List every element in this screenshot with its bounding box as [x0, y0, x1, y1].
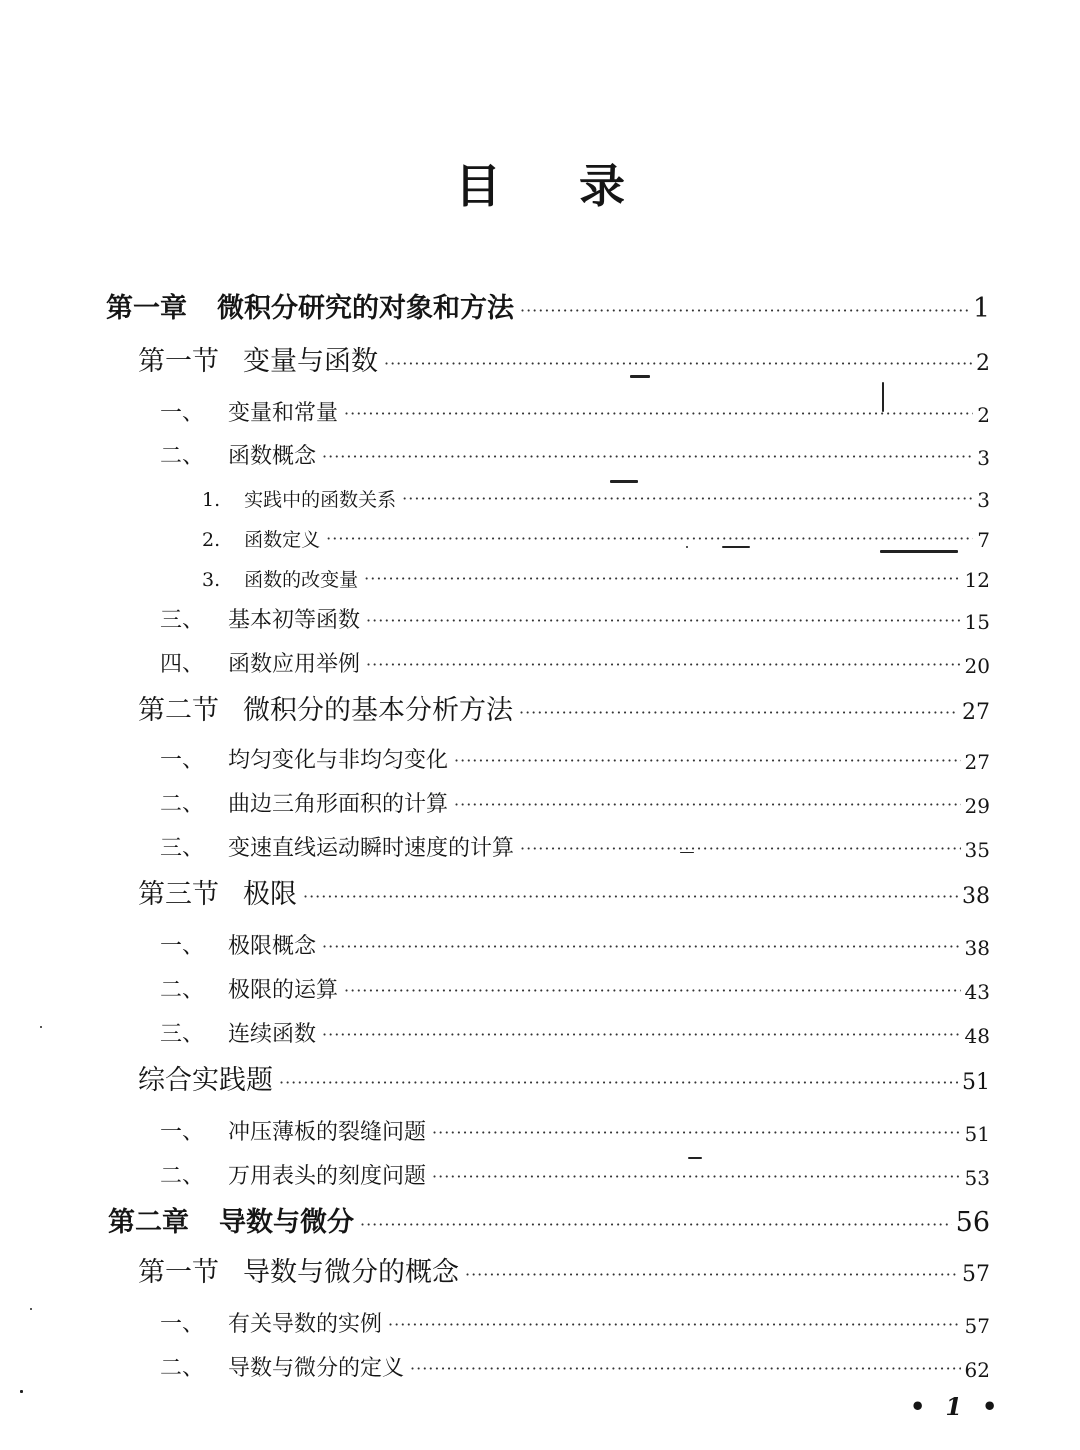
toc-entry-number: 2. [202, 529, 221, 551]
toc-entry-title: 函数定义 [244, 529, 321, 551]
toc-entry-title: 曲边三角形面积的计算 [228, 792, 449, 817]
toc-entry-section [138, 684, 990, 724]
toc-entry-page: 3 [977, 446, 990, 470]
toc-entry-page: 15 [964, 610, 990, 634]
scan-speck [680, 852, 694, 853]
toc-entry-number: 第一章 [106, 293, 187, 324]
toc-entry-number: 第二节 [138, 695, 219, 726]
toc-entry-number: 第一节 [138, 346, 219, 377]
scan-speck [40, 1026, 42, 1028]
toc-entry-number: 二、 [160, 1356, 205, 1381]
page-footer [890, 1392, 1017, 1421]
dot-leader [520, 841, 961, 857]
dot-leader [465, 1267, 958, 1283]
toc-entry-item [160, 820, 990, 860]
dot-leader [454, 753, 961, 769]
toc-entry-title: 极限 [243, 879, 297, 910]
scan-speck [630, 375, 650, 378]
dot-leader [360, 1217, 952, 1233]
toc-entry-item [160, 385, 990, 425]
toc-entry-item [160, 776, 990, 816]
scan-speck [610, 480, 638, 483]
toc-entry-number: 二、 [160, 1164, 205, 1189]
toc-entry-number: 四、 [160, 652, 205, 677]
toc-entry-title: 连续函数 [228, 1022, 317, 1047]
toc-entry-title: 导数与微分的概念 [243, 1257, 459, 1288]
toc-entry-chapter [108, 1196, 990, 1236]
toc-entry-page: 38 [964, 936, 990, 960]
toc-entry-title: 函数应用举例 [228, 652, 361, 677]
dot-leader [326, 531, 973, 547]
toc-entry-item [160, 636, 990, 676]
toc-entry-page: 27 [962, 700, 990, 725]
toc-entry-number: 一、 [160, 1312, 205, 1337]
toc-entry-page: 2 [976, 351, 990, 376]
footer-dot-left: • [910, 1392, 926, 1421]
title-char-1: 目 [455, 159, 501, 213]
toc-entry-sub [202, 550, 990, 590]
toc-entry-title: 均匀变化与非均匀变化 [228, 748, 449, 773]
toc-entry-title: 微积分的基本分析方法 [243, 695, 513, 726]
scan-speck [882, 382, 884, 412]
toc-entry-item [160, 1148, 990, 1188]
toc-entry-page: 56 [955, 1207, 990, 1238]
toc-entry-number: 三、 [160, 836, 205, 861]
toc-entry-title: 变量和常量 [228, 401, 339, 426]
toc-entry-page: 48 [964, 1024, 990, 1048]
page-title [0, 150, 1080, 216]
toc-entry-page: 51 [964, 1122, 990, 1146]
toc-entry-number: 二、 [160, 444, 205, 469]
scan-speck [20, 1390, 23, 1393]
scan-speck [686, 546, 688, 548]
toc-entry-item [160, 962, 990, 1002]
dot-leader [388, 1317, 961, 1333]
toc-entry-title: 导数与微分的定义 [228, 1356, 405, 1381]
toc-entry-item [160, 1340, 990, 1380]
toc-entry-page: 2 [977, 403, 990, 427]
dot-leader [322, 449, 973, 465]
toc-entry-title: 综合实践题 [138, 1065, 273, 1096]
toc-entry-title: 函数概念 [228, 444, 317, 469]
toc-entry-item [160, 592, 990, 632]
toc-entry-section [138, 335, 990, 375]
toc-entry-page: 27 [964, 750, 990, 774]
toc-entry-page: 51 [962, 1070, 990, 1095]
dot-leader [322, 939, 961, 955]
scan-speck [688, 1157, 702, 1159]
toc-entry-sub [202, 510, 990, 550]
dot-leader [279, 1075, 958, 1091]
dot-leader [432, 1169, 961, 1185]
toc-entry-number: 二、 [160, 792, 205, 817]
toc-entry-number: 三、 [160, 1022, 205, 1047]
toc-entry-item [160, 1296, 990, 1336]
toc-entry-number: 一、 [160, 934, 205, 959]
dot-leader [384, 356, 972, 372]
toc-entry-page: 7 [977, 528, 990, 552]
dot-leader [454, 797, 961, 813]
toc-entry-title: 实践中的函数关系 [244, 489, 397, 511]
dot-leader [364, 571, 960, 587]
toc-entry-title: 导数与微分 [219, 1207, 354, 1238]
toc-entry-title: 函数的改变量 [244, 569, 359, 591]
toc-entry-title: 微积分研究的对象和方法 [217, 293, 514, 324]
toc-entry-title: 有关导数的实例 [228, 1312, 383, 1337]
scan-speck [722, 546, 750, 548]
toc-entry-page: 12 [964, 568, 990, 592]
toc-entry-number: 第一节 [138, 1257, 219, 1288]
dot-leader [520, 303, 969, 319]
dot-leader [322, 1027, 961, 1043]
dot-leader [303, 889, 958, 905]
toc-entry-number: 一、 [160, 1120, 205, 1145]
title-char-2: 录 [579, 159, 625, 213]
toc-entry-title: 冲压薄板的裂缝问题 [228, 1120, 427, 1145]
toc-entry-page: 57 [962, 1262, 990, 1287]
dot-leader [344, 983, 961, 999]
toc-entry-page: 29 [964, 794, 990, 818]
toc-entry-item [160, 1104, 990, 1144]
dot-leader [519, 705, 958, 721]
toc-entry-title: 变量与函数 [243, 346, 378, 377]
page-number: 1 [945, 1392, 963, 1421]
toc-entry-page: 53 [964, 1166, 990, 1190]
toc-entry-number: 3. [202, 569, 221, 591]
toc-entry-page: 38 [962, 884, 990, 909]
toc-entry-section [138, 1054, 990, 1094]
scan-speck [880, 550, 958, 553]
toc-entry-number: 二、 [160, 978, 205, 1003]
toc-entry-number: 1. [202, 489, 221, 511]
toc-entry-title: 基本初等函数 [228, 608, 361, 633]
toc-entry-sub [202, 470, 990, 510]
toc-entry-number: 第二章 [108, 1207, 189, 1238]
toc-entry-page: 57 [964, 1314, 990, 1338]
toc-entry-page: 20 [964, 654, 990, 678]
toc-entry-title: 万用表头的刻度问题 [228, 1164, 427, 1189]
dot-leader [432, 1125, 961, 1141]
dot-leader [344, 406, 973, 422]
toc-entry-section [138, 868, 990, 908]
toc-entry-item [160, 1006, 990, 1046]
toc-entry-page: 1 [972, 293, 990, 324]
toc-entry-number: 三、 [160, 608, 205, 633]
toc-entry-number: 一、 [160, 748, 205, 773]
toc-entry-title: 极限概念 [228, 934, 317, 959]
toc-entry-title: 变速直线运动瞬时速度的计算 [228, 836, 515, 861]
scan-speck [30, 1308, 32, 1310]
toc-entry-page: 35 [964, 838, 990, 862]
footer-dot-right: • [982, 1392, 998, 1421]
toc-entry-item [160, 732, 990, 772]
toc-entry-number: 第三节 [138, 879, 219, 910]
toc-entry-section [138, 1246, 990, 1286]
toc-entry-title: 极限的运算 [228, 978, 339, 1003]
toc-entry-item [160, 428, 990, 468]
dot-leader [366, 613, 961, 629]
dot-leader [366, 657, 961, 673]
dot-leader [410, 1361, 961, 1377]
toc-entry-page: 43 [964, 980, 990, 1004]
toc-entry-item [160, 918, 990, 958]
toc-entry-number: 一、 [160, 401, 205, 426]
toc-entry-chapter [106, 282, 990, 322]
toc-entry-page: 3 [977, 488, 990, 512]
toc-entry-page: 62 [964, 1358, 990, 1382]
dot-leader [402, 491, 973, 507]
